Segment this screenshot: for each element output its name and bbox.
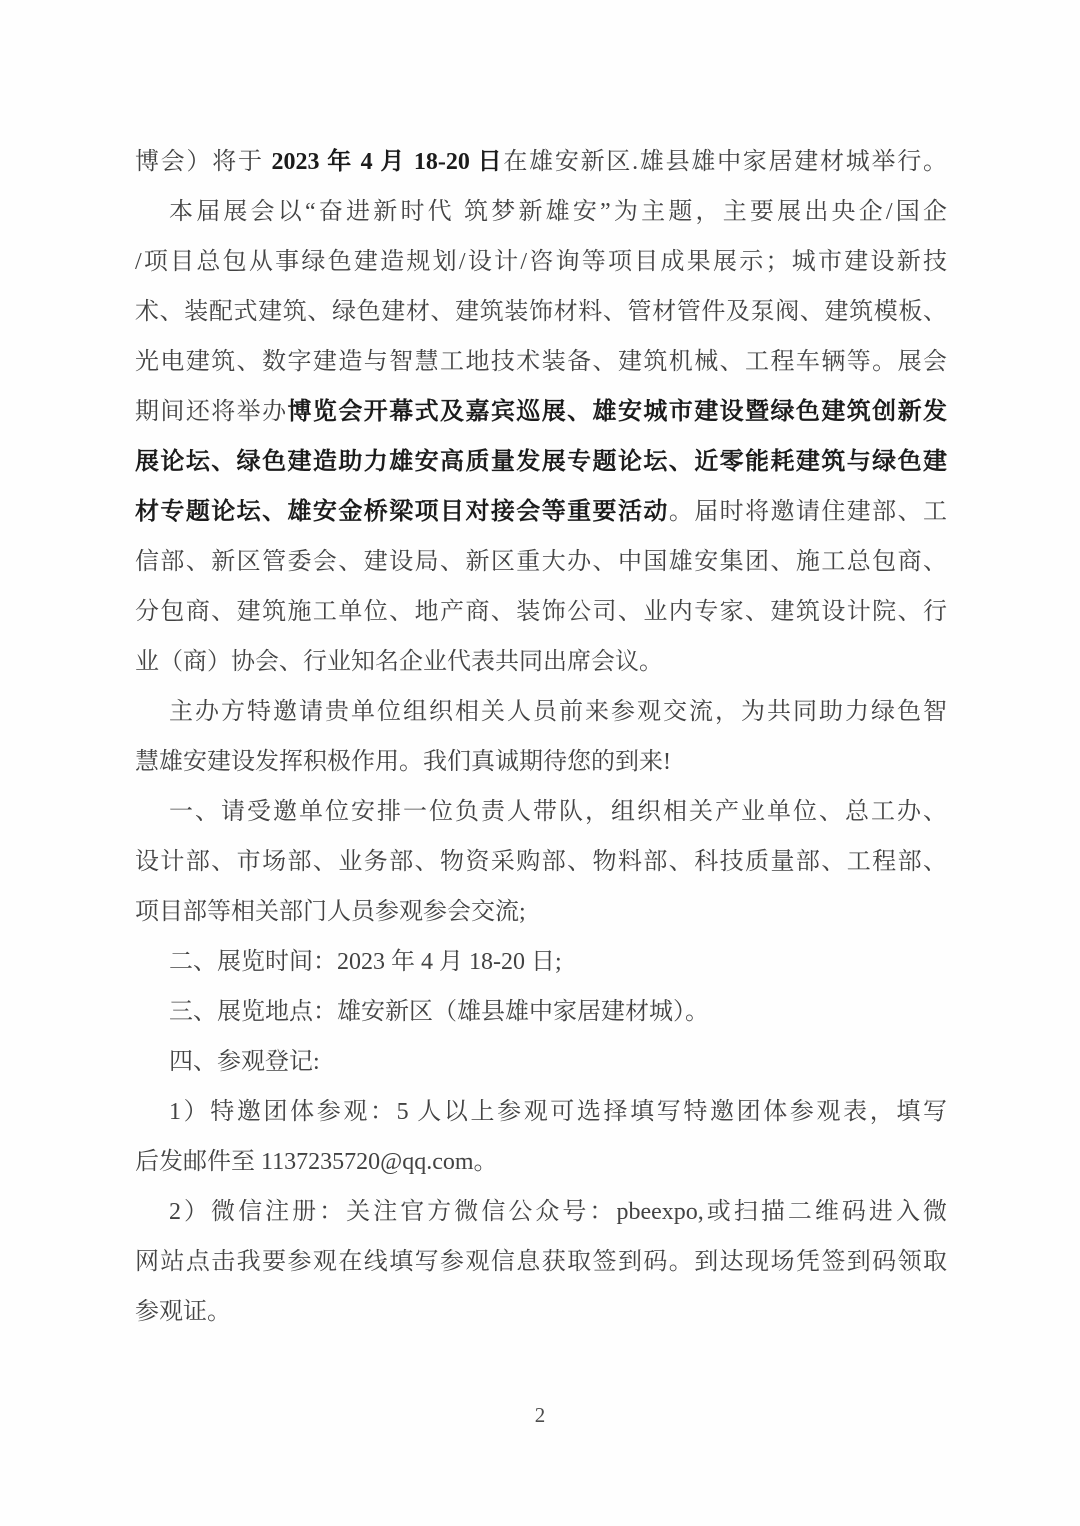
- text-segment: 慧雄安建设发挥积极作用。我们真诚期待您的到来!: [135, 749, 671, 775]
- page-number: 2: [534, 1403, 546, 1427]
- text-line: [135, 1087, 947, 1137]
- document-body: [135, 137, 947, 1337]
- text-segment: 主办方特邀请贵单位组织相关人员前来参观交流，为共同助力绿色智: [169, 699, 947, 725]
- text-segment: 光电建筑、数字建造与智慧工地技术装备、建筑机械、工程车辆等。展会: [135, 349, 947, 375]
- text-line: [135, 687, 947, 737]
- text-segment: 博会）将于: [135, 149, 272, 175]
- bold-text-segment: 博览会开幕式及嘉宾巡展、雄安城市建设暨绿色建筑创新发: [287, 399, 947, 425]
- text-line: [135, 887, 947, 937]
- text-line: [135, 437, 947, 487]
- text-line: [135, 787, 947, 837]
- text-segment: 一、请受邀单位安排一位负责人带队，组织相关产业单位、总工办、: [169, 799, 947, 825]
- text-segment: 1）特邀团体参观：5 人以上参观可选择填写特邀团体参观表，填写: [169, 1099, 947, 1125]
- text-segment: 期间还将举办: [135, 399, 288, 425]
- text-line: [135, 937, 947, 987]
- text-line: [135, 1287, 947, 1337]
- text-line: [135, 137, 947, 187]
- text-line: [135, 1237, 947, 1287]
- text-segment: 2）微信注册：关注官方微信公众号：pbeexpo,或扫描二维码进入微: [169, 1199, 947, 1225]
- text-segment: 在雄安新区.雄县雄中家居建材城举行。: [503, 149, 947, 175]
- text-segment: 网站点击我要参观在线填写参观信息获取签到码。到达现场凭签到码领取: [135, 1249, 947, 1275]
- text-segment: 设计部、市场部、业务部、物资采购部、物料部、科技质量部、工程部、: [135, 849, 947, 875]
- text-segment: 分包商、建筑施工单位、地产商、装饰公司、业内专家、建筑设计院、行: [135, 599, 947, 625]
- text-segment: 术、装配式建筑、绿色建材、建筑装饰材料、管材管件及泵阀、建筑模板、: [135, 299, 947, 325]
- text-segment: 。届时将邀请住建部、工: [668, 499, 947, 525]
- text-segment: 后发邮件至 1137235720@qq.com。: [135, 1149, 498, 1175]
- text-segment: 三、展览地点：雄安新区（雄县雄中家居建材城）。: [169, 999, 709, 1025]
- bold-text-segment: 2023 年 4 月 18-20 日: [271, 149, 504, 175]
- text-segment: 业（商）协会、行业知名企业代表共同出席会议。: [135, 649, 663, 675]
- text-line: [135, 487, 947, 537]
- text-line: [135, 187, 947, 237]
- text-line: [135, 287, 947, 337]
- text-line: [135, 1137, 947, 1187]
- text-segment: 二、展览时间：2023 年 4 月 18-20 日;: [169, 949, 562, 975]
- bold-text-segment: 展论坛、绿色建造助力雄安高质量发展专题论坛、近零能耗建筑与绿色建: [135, 449, 947, 475]
- text-line: [135, 837, 947, 887]
- text-line: [135, 637, 947, 687]
- text-line: [135, 1187, 947, 1237]
- text-line: [135, 237, 947, 287]
- text-segment: /项目总包从事绿色建造规划/设计/咨询等项目成果展示；城市建设新技: [135, 249, 947, 275]
- text-line: [135, 987, 947, 1037]
- text-line: [135, 387, 947, 437]
- text-line: [135, 587, 947, 637]
- bold-text-segment: 材专题论坛、雄安金桥梁项目对接会等重要活动: [135, 499, 669, 525]
- text-line: [135, 737, 947, 787]
- text-segment: 四、参观登记:: [169, 1049, 320, 1075]
- text-line: [135, 1037, 947, 1087]
- text-segment: 项目部等相关部门人员参观参会交流;: [135, 899, 526, 925]
- text-line: [135, 337, 947, 387]
- text-segment: 本届展会以“奋进新时代 筑梦新雄安”为主题，主要展出央企/国企: [169, 199, 947, 225]
- text-segment: 参观证。: [135, 1299, 231, 1325]
- text-segment: 信部、新区管委会、建设局、新区重大办、中国雄安集团、施工总包商、: [135, 549, 947, 575]
- text-line: [135, 537, 947, 587]
